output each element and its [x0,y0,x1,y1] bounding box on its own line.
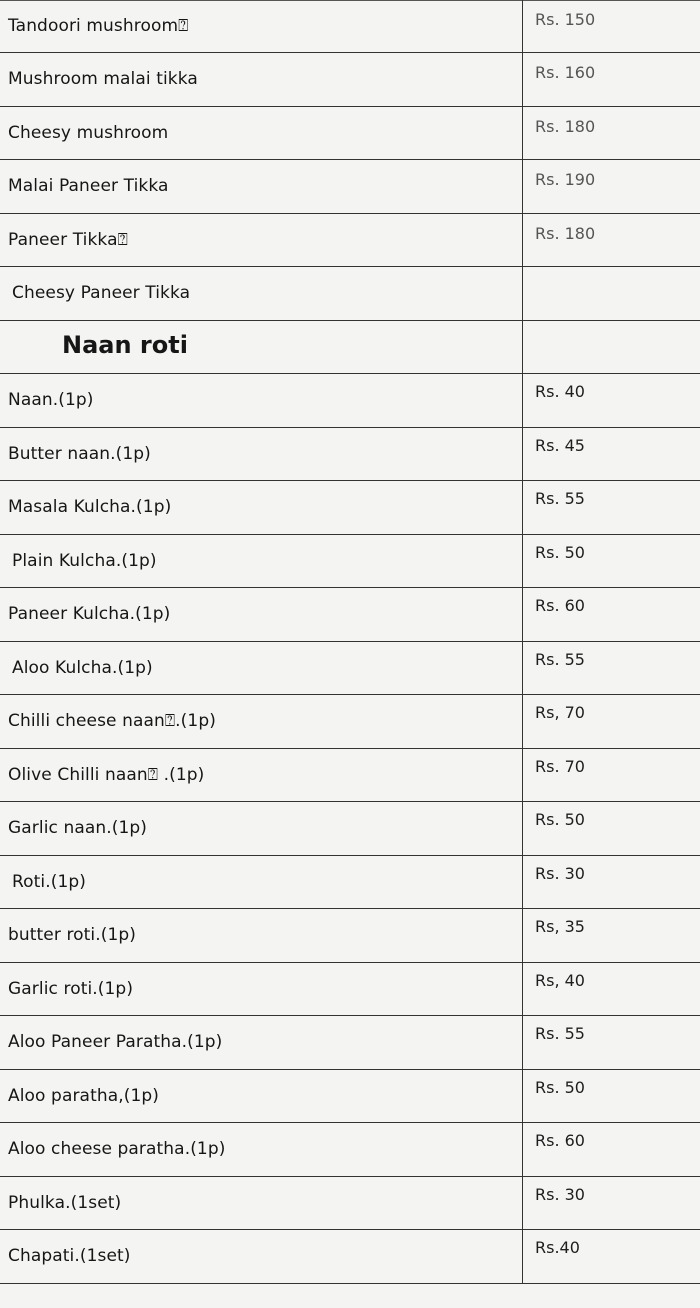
item-name: Naan.(1p) [8,390,94,410]
menu-item-row [0,374,700,428]
item-price: Rs, 70 [535,703,585,722]
item-name: Cheesy mushroom [8,122,169,143]
menu-item-row [0,428,700,482]
column-divider [522,1070,523,1123]
item-price: Rs. 50 [535,542,585,562]
item-name: Aloo Kulcha.(1p) [12,657,153,678]
column-divider [522,428,523,481]
item-name: Aloo Paneer Paratha.(1p) [8,1032,223,1052]
column-divider [522,107,523,160]
menu-item-row [0,160,700,214]
column-divider [522,1016,523,1069]
item-name: Tandoori mushroom⍰ [8,16,189,36]
menu-item-row [0,481,700,535]
item-name: Garlic naan.(1p) [8,818,148,838]
item-price: Rs. 60 [535,1131,585,1150]
menu-item-row [0,802,700,856]
column-divider [522,53,523,106]
item-name: Paneer Tikka⍰ [8,229,128,250]
column-divider [522,1123,523,1176]
item-price: Rs. 55 [535,1024,585,1043]
column-divider [522,909,523,962]
item-price: Rs. 30 [535,1184,585,1204]
column-divider [522,856,523,909]
item-name: Chilli cheese naan⍰.(1p) [8,711,216,731]
menu-item-row [0,1230,700,1284]
item-price: Rs. 60 [535,596,585,615]
menu-item-row [0,909,700,963]
column-divider [522,267,523,320]
item-name: Malai Paneer Tikka [8,176,169,196]
column-divider [522,321,523,374]
item-price: Rs, 35 [535,917,585,936]
item-name: Masala Kulcha.(1p) [8,497,172,517]
item-price: Rs. 55 [535,649,585,669]
menu-item-row [0,53,700,107]
item-price: Rs.40 [535,1238,580,1257]
item-name: Plain Kulcha.(1p) [12,550,157,571]
menu-item-row [0,0,700,53]
menu-item-row [0,588,700,642]
item-price: Rs. 150 [535,10,596,29]
menu-item-row [0,267,700,321]
item-name: Paneer Kulcha.(1p) [8,604,171,624]
column-divider [522,535,523,588]
item-name: Phulka.(1set) [8,1192,122,1213]
menu-item-row [0,695,700,749]
column-divider [522,0,523,52]
column-divider [522,802,523,855]
item-price: Rs. 55 [535,489,585,508]
column-divider [522,642,523,695]
menu-item-row [0,1177,700,1231]
item-name: Roti.(1p) [12,871,87,892]
item-price: Rs. 30 [535,863,585,883]
item-price: Rs. 70 [535,756,585,776]
item-name: Chapati.(1set) [8,1246,131,1266]
item-name: Aloo cheese paratha.(1p) [8,1139,226,1159]
column-divider [522,374,523,427]
menu-item-row [0,1070,700,1124]
section-row [0,321,700,375]
menu-item-row [0,1016,700,1070]
menu-item-row [0,856,700,910]
item-price: Rs. 50 [535,1077,585,1097]
column-divider [522,963,523,1016]
section-title: Naan roti [62,330,188,359]
column-divider [522,588,523,641]
menu-item-row [0,642,700,696]
item-price: Rs. 190 [535,170,596,189]
column-divider [522,481,523,534]
item-name: Mushroom malai tikka [8,69,198,89]
menu-item-row [0,1123,700,1177]
menu-item-row [0,214,700,268]
column-divider [522,1177,523,1230]
item-price: Rs. 160 [535,63,596,82]
column-divider [522,749,523,802]
item-price: Rs. 40 [535,382,585,401]
menu-item-row [0,535,700,589]
column-divider [522,160,523,213]
menu-item-row [0,107,700,161]
item-price: Rs. 180 [535,116,596,136]
column-divider [522,1230,523,1283]
item-name: Butter naan.(1p) [8,443,151,464]
menu-item-row [0,749,700,803]
item-price: Rs. 180 [535,223,596,243]
item-price: Rs, 40 [535,970,585,990]
item-name: Olive Chilli naan⍰ .(1p) [8,764,205,785]
item-price: Rs. 50 [535,810,585,829]
column-divider [522,695,523,748]
column-divider [522,214,523,267]
item-name: Cheesy Paneer Tikka [12,283,191,303]
item-name: Garlic roti.(1p) [8,978,134,999]
item-price: Rs. 45 [535,435,585,455]
item-name: butter roti.(1p) [8,925,137,945]
item-name: Aloo paratha,(1p) [8,1085,160,1106]
menu-item-row [0,963,700,1017]
